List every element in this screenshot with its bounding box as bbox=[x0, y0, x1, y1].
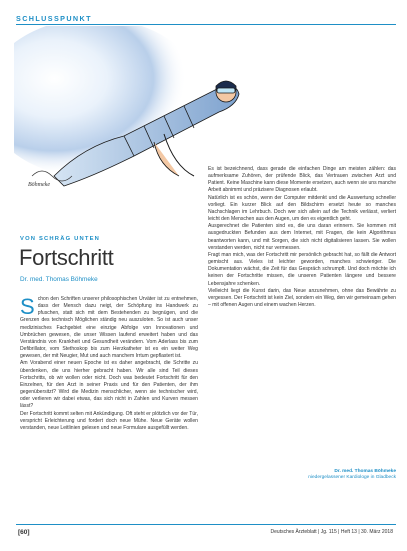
article-author: Dr. med. Thomas Böhmeke bbox=[20, 276, 98, 283]
body-paragraph: Fragt man mich, was der Fortschritt mir persönlich gebracht hat, so fällt die Antwort gemischt aus. Vieles ist leichter geworden, manches schwieriger. Die Dokumentation wächst, die Zeit für das Gespräch schrumpft. Und doch möchte ich keinen der Fortschritte missen, die unseren Patienten längere und bessere Lebensjahre schenken. bbox=[208, 251, 396, 287]
body-paragraph: Vielleicht liegt die Kunst darin, das Neue anzunehmen, ohne das Bewährte zu vergessen. Der Fortschritt ist kein Ziel, sondern ein Weg, den wir gemeinsam gehen – mit offenen Augen und einem wachen Herzen. bbox=[208, 287, 396, 308]
page-number: [60] bbox=[18, 529, 30, 536]
article-headline: Fortschritt bbox=[19, 245, 114, 270]
article-kicker: VON SCHRÄG UNTEN bbox=[20, 236, 101, 242]
article-body-left bbox=[20, 296, 198, 432]
dropcap: S bbox=[20, 294, 35, 319]
body-paragraph: Der Fortschritt kommt selten mit Ankündigung. Oft steht er plötzlich vor der Tür, verspricht Erleichterung und fordert doch neue Mühe. Neue Geräte wollen verstanden, neue Leitlinien gelesen und neue Formulare ausgefüllt werden. bbox=[20, 410, 198, 431]
body-paragraph: chon den Schriften unserer philosophischen Urväter ist zu entnehmen, dass der Mensch dazu neigt, der Schöpfung ins Handwerk zu pfuschen, statt sich mit dem Bestehenden zu begnügen, und die Grenzen des technisch Möglichen ständig neu auszuloten. So ist auch unser medizinisches Fachgebiet eine einzige Abfolge von Innovationen und Umbrüchen gewesen, die unser Wissen laufend erweitert haben und das Verständnis von Krankheit und Gesundheit verändern. Vom Aderlass bis zum Defibrillator, vom Stethoskop bis zum Herzkatheter ist es ein weiter Weg gewesen, der mit Neugier, Mut und auch manchem Irrtum gepflastert ist. bbox=[20, 296, 198, 360]
article-body-right bbox=[208, 166, 396, 309]
author-signature bbox=[300, 469, 396, 481]
journal-citation: Deutsches Ärzteblatt | Jg. 115 | Heft 13 | 30. März 2018 bbox=[270, 529, 393, 535]
section-label: SCHLUSSPUNKT bbox=[16, 14, 92, 23]
svg-text:Böhmeke: Böhmeke bbox=[28, 182, 50, 188]
signature-role: niedergelassener Kardiologe in Gladbeck bbox=[308, 475, 396, 481]
body-paragraph: Ausgerechnet die Patienten sind es, die uns daran erinnern. Sie kommen mit ausgedruckten Befunden aus dem Internet, mit Fragen, die kein Algorithmus beantworten kann, und mit Sorgen, die sich nicht digitalisieren lassen. Sie wollen verstanden werden, nicht nur vermessen. bbox=[208, 223, 396, 251]
section-divider bbox=[16, 24, 396, 25]
signature-name: Dr. med. Thomas Böhmeke bbox=[334, 469, 396, 474]
body-paragraph: Es ist bezeichnend, dass gerade die einfachen Dinge am meisten zählen: das aufmerksame Zuhören, der prüfende Blick, das Vertrauen zwischen Arzt und Patient. Keine Maschine kann diese Momente ersetzen, auch wenn sie uns manche Arbeit abnimmt und präzisere Diagnosen erlaubt. bbox=[208, 166, 396, 194]
body-paragraph: Natürlich ist es schön, wenn der Computer mitdenkt und die Auswertung schneller vorliegt. Ein kurzer Blick auf den Bildschirm ersetzt heute so manches Nachschlagen im Lehrbuch. Doch wer sich allein auf die Technik verlässt, verliert leicht den Menschen aus den Augen, um den es eigentlich geht. bbox=[208, 194, 396, 223]
body-paragraph: Am Vorabend einer neuen Epoche ist es daher angebracht, die Schritte zu überdenken, die uns hierher gebracht haben. Wir alle sind Teil dieses Fortschritts, ob wir wollen oder nicht. Doch was bedeutet Fortschritt für den Einzelnen, für den Arzt in seiner Praxis und für den Patienten, der ihm gegenübersitzt? Wird die Medizin menschlicher, wenn sie technischer wird, oder verlieren wir dabei etwas, das sich nicht in Zahlen und Kurven messen lässt? bbox=[20, 360, 198, 410]
footer-divider bbox=[16, 524, 396, 525]
